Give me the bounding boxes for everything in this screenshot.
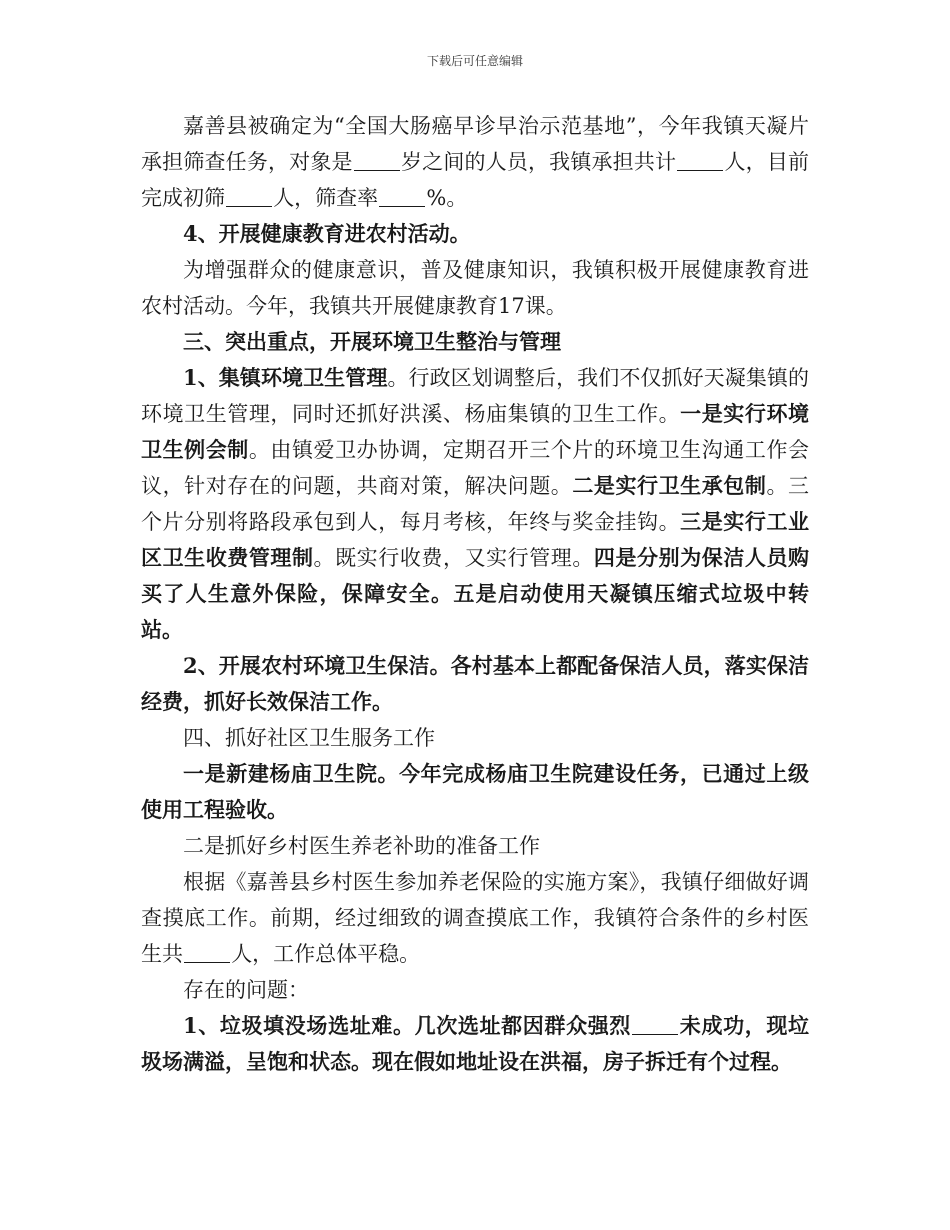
- heading-health-education: 4、开展健康教育进农村活动。: [183, 221, 471, 246]
- paragraph-pension-survey: 根据《嘉善县乡村医生参加养老保险的实施方案》，我镇仔细做好调查摸底工作。前期，经过细致的调查摸底工作，我镇符合条件的乡村医生共 人，工作总体平稳。: [141, 870, 809, 966]
- blank-field: [226, 185, 272, 207]
- blank-field: [354, 149, 400, 171]
- paragraph-health-education: 为增强群众的健康意识，普及健康知识，我镇积极开展健康教育进农村活动。今年，我镇共开展健康教育17课。: [141, 258, 809, 318]
- blank-field: [632, 1013, 678, 1035]
- paragraph-town-sanitation: 1、集镇环境卫生管理。行政区划调整后，我们不仅抓好天凝集镇的环境卫生管理，同时还抓好洪溪、杨庙集镇的卫生工作。一是实行环境卫生例会制。由镇爱卫办协调，定期召开三个片的环境卫生沟通工作会议，针对存在的问题，共商对策，解决问题。二是实行卫生承包制。三个片分别将路段承包到人，每月考核，年终与奖金挂钩。三是实行工业区卫生收费管理制。既实行收费，又实行管理。四是分别为保洁人员购买了人生意外保险，保障安全。五是启动使用天凝镇压缩式垃圾中转站。: [141, 365, 810, 642]
- paragraph-screening: 嘉善县被确定为“全国大肠癌早诊早治示范基地”，今年我镇天凝片承担筛查任务，对象是 岁之间的人员，我镇承担共计 人，目前完成初筛 人，筛查率 %。: [141, 114, 810, 210]
- paragraph-new-hospital: 一是新建杨庙卫生院。今年完成杨庙卫生院建设任务，已通过上级使用工程验收。: [141, 761, 809, 822]
- page-header: 下载后可任意编辑: [426, 54, 523, 68]
- paragraph-rural-cleaning: 2、开展农村环境卫生保洁。各村基本上都配备保洁人员，落实保洁经费，抓好长效保洁工作。: [141, 653, 809, 714]
- paragraph-pension-heading: 二是抓好乡村医生养老补助的准备工作: [183, 834, 540, 858]
- paragraph-landfill-problem: 1、垃圾填没场选址难。几次选址都因群众强烈 未成功，现垃圾场满溢，呈饱和状态。现在假如地址设在洪福，房子拆迁有个过程。: [141, 1013, 809, 1074]
- section-heading-environment: 三、突出重点，开展环境卫生整治与管理: [183, 329, 561, 354]
- blank-field: [184, 941, 230, 963]
- blank-field: [677, 149, 723, 171]
- paragraph-problems-label: 存在的问题：: [183, 978, 309, 1002]
- document-body: [141, 108, 809, 1080]
- section-heading-community-health: 四、抓好社区卫生服务工作: [183, 726, 435, 750]
- blank-field: [379, 185, 425, 207]
